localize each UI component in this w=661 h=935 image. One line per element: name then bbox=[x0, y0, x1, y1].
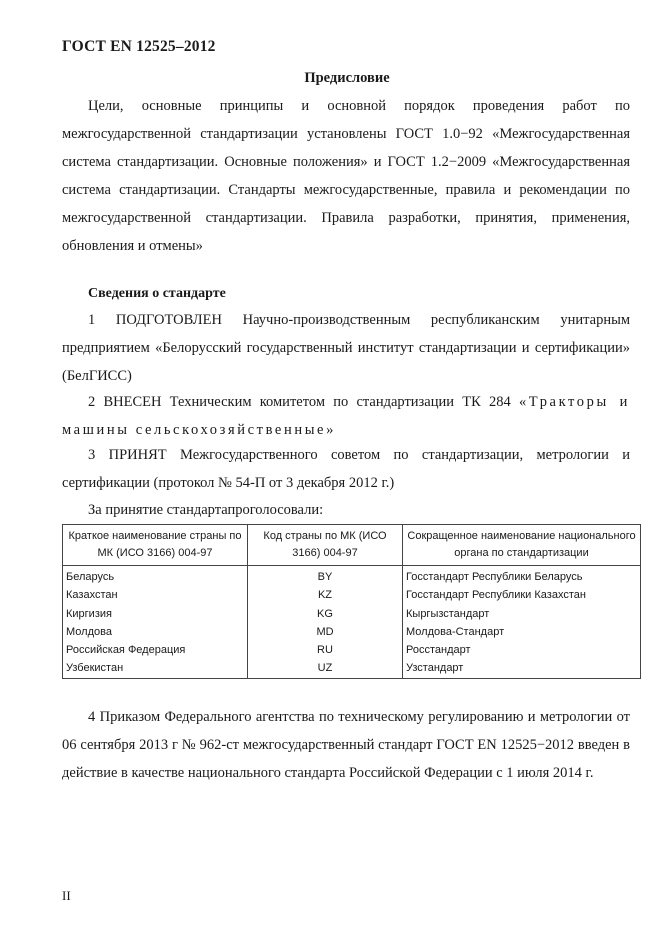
body-cell: Госстандарт Республики Беларусь bbox=[403, 566, 641, 587]
body-cell: Молдова-Стандарт bbox=[403, 623, 641, 641]
table-row bbox=[63, 586, 641, 604]
body-cell: Кыргызстандарт bbox=[403, 605, 641, 623]
info-item-2-committee: «Тракторы и машины сельскохозяйственные» bbox=[62, 394, 630, 438]
code-cell: KG bbox=[248, 605, 403, 623]
voting-table bbox=[62, 524, 641, 679]
info-item-1: 1 ПОДГОТОВЛЕН Научно-производственным республиканским унитарным предприятием «Белорусский государственный институт стандартизации и сертификации» (БелГИСС) bbox=[62, 312, 630, 384]
country-cell: Казахстан bbox=[63, 586, 248, 604]
preface-text: Цели, основные принципы и основной порядок проведения работ по межгосударственной стандартизации установлены ГОСТ 1.0−92 «Межгосударственная система стандартизации. Основные положения» и ГОСТ 1.2−2009 «Межгосударственная система стандартизации. Стандарты межгосударственные, правила и рекомендации по межгосударственной стандартизации. Правила разработки, принятия, применения, обновления и отмены» bbox=[62, 98, 630, 254]
document-id: ГОСТ EN 12525–2012 bbox=[62, 38, 216, 55]
country-cell: Беларусь bbox=[63, 566, 248, 587]
page-number: II bbox=[62, 888, 71, 903]
table-row bbox=[63, 623, 641, 641]
table-row bbox=[63, 659, 641, 678]
standard-info-title: Сведения о стандарте bbox=[88, 286, 226, 301]
preface-title: Предисловие bbox=[304, 70, 390, 86]
country-cell: Узбекистан bbox=[63, 659, 248, 678]
voted-label: За принятие стандартапроголосовали: bbox=[88, 502, 324, 518]
country-cell: Молдова bbox=[63, 623, 248, 641]
code-cell: BY bbox=[248, 566, 403, 587]
body-cell: Росстандарт bbox=[403, 641, 641, 659]
country-cell: Киргизия bbox=[63, 605, 248, 623]
code-cell: MD bbox=[248, 623, 403, 641]
table-row bbox=[63, 605, 641, 623]
info-item-2-prefix: 2 ВНЕСЕН Техническим комитетом по стандартизации ТК 284 bbox=[88, 394, 519, 410]
code-cell: RU bbox=[248, 641, 403, 659]
table-header-row bbox=[63, 525, 641, 566]
header-code: Код страны по МК (ИСО 3166) 004-97 bbox=[248, 525, 403, 566]
country-cell: Российская Федерация bbox=[63, 641, 248, 659]
info-item-2 bbox=[62, 388, 630, 444]
code-cell: UZ bbox=[248, 659, 403, 678]
info-item-3: 3 ПРИНЯТ Межгосударственного советом по стандартизации, метрологии и сертификации (протокол № 54-П от 3 декабря 2012 г.) bbox=[62, 447, 630, 491]
table-row bbox=[63, 641, 641, 659]
body-cell: Узстандарт bbox=[403, 659, 641, 678]
code-cell: KZ bbox=[248, 586, 403, 604]
body-cell: Госстандарт Республики Казахстан bbox=[403, 586, 641, 604]
info-item-4: 4 Приказом Федерального агентства по техническому регулированию и метрологии от 06 сентября 2013 г № 962-ст межгосударственный стандарт ГОСТ EN 12525−2012 введен в действие в качестве национального стандарта Российской Федерации с 1 июля 2014 г. bbox=[62, 709, 630, 781]
header-body: Сокращенное наименование национального органа по стандартизации bbox=[403, 525, 641, 566]
table-row bbox=[63, 566, 641, 587]
header-country: Краткое наименование страны по МК (ИСО 3166) 004-97 bbox=[63, 525, 248, 566]
